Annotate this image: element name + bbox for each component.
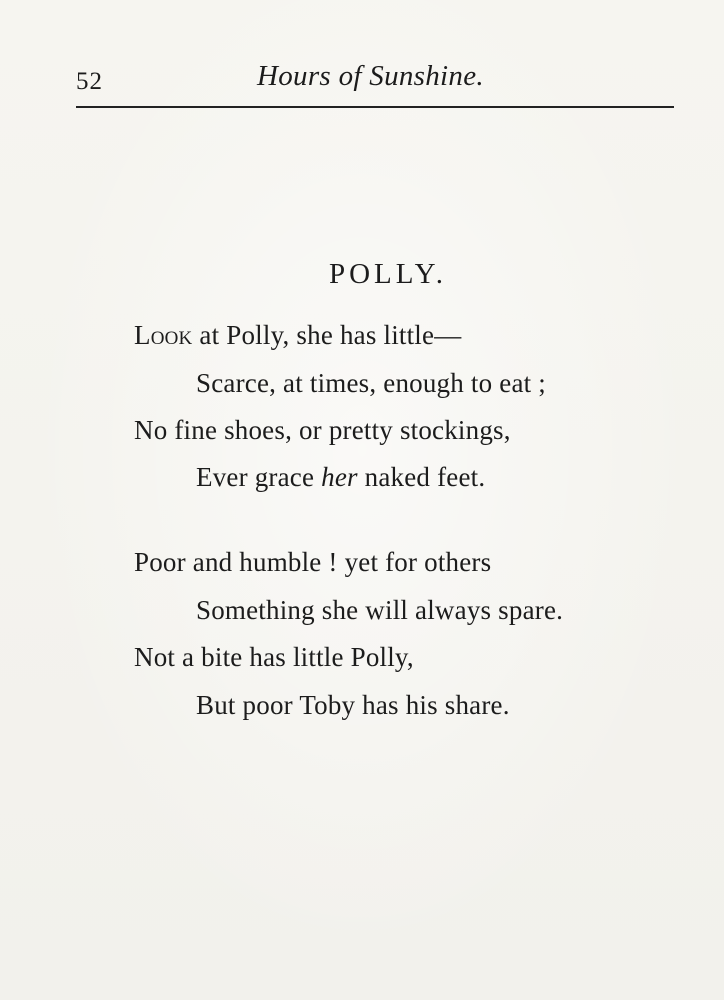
emphasized-word: her bbox=[321, 462, 358, 492]
header-rule bbox=[76, 106, 674, 108]
poem-title: POLLY. bbox=[328, 258, 448, 290]
poem-line: Something she will always spare. bbox=[196, 595, 564, 625]
line-text: Ever grace bbox=[196, 462, 322, 492]
page-number: 52 bbox=[76, 68, 103, 95]
poem-line: Not a bite has little Polly, bbox=[134, 642, 414, 672]
poem-line bbox=[134, 320, 461, 351]
line-text: at Polly, she has little— bbox=[192, 320, 462, 350]
line-text: naked feet. bbox=[357, 462, 486, 492]
poem-line bbox=[196, 462, 485, 493]
running-title: Hours of Sunshine. bbox=[257, 60, 484, 92]
poem-line: Scarce, at times, enough to eat ; bbox=[196, 368, 546, 398]
poem-line: But poor Toby has his share. bbox=[196, 690, 510, 720]
page-header bbox=[76, 58, 674, 100]
small-caps-lead: Look bbox=[134, 320, 193, 350]
poem-line: Poor and humble ! yet for others bbox=[134, 547, 492, 577]
poem-line: No fine shoes, or pretty stockings, bbox=[134, 415, 511, 445]
